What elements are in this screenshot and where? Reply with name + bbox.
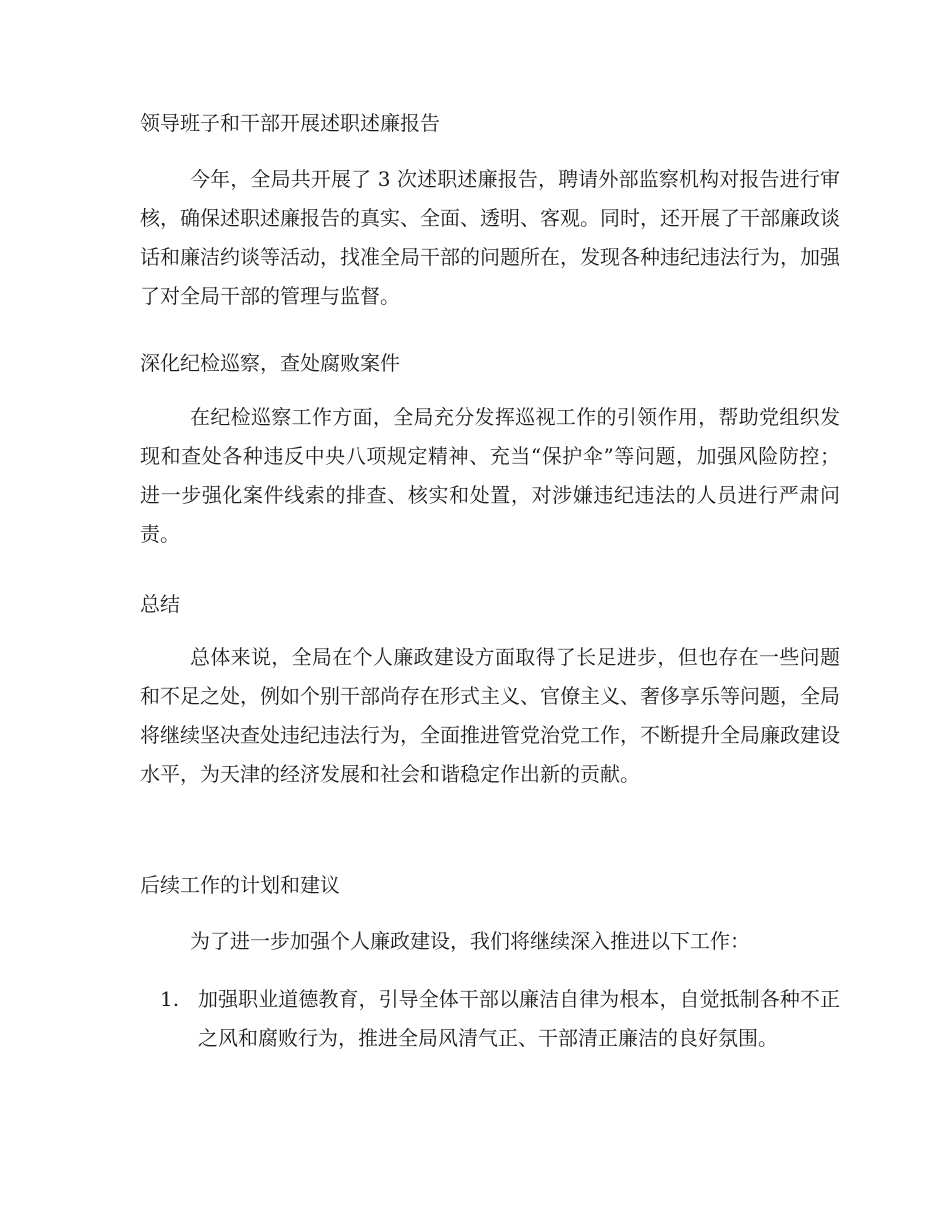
paragraph-plan-intro: 为了进一步加强个人廉政建设，我们将继续深入推进以下工作： xyxy=(190,929,750,953)
list-item xyxy=(160,980,840,1058)
section-heading-report: 领导班子和干部开展述职述廉报告 xyxy=(140,111,440,135)
paragraph-summary: 总体来说，全局在个人廉政建设方面取得了长足进步，但也存在一些问题和不足之处，例如个别干部尚存在形式主义、官僚主义、奢侈享乐等问题，全局将继续坚决查处违纪违法行为，全面推进管党治党工作，不断提升全局廉政建设水平，为天津的经济发展和社会和谐稳定作出新的贡献。 xyxy=(140,645,840,786)
section-heading-inspection: 深化纪检巡察，查处腐败案件 xyxy=(140,351,400,375)
list-item-number: 1. xyxy=(160,987,180,1011)
list-item-text: 加强职业道德教育，引导全体干部以廉洁自律为根本，自觉抵制各种不正之风和腐败行为，推进全局风清气正、干部清正廉洁的良好氛围。 xyxy=(198,987,840,1050)
section-heading-summary: 总结 xyxy=(140,592,180,616)
paragraph-inspection: 在纪检巡察工作方面，全局充分发挥巡视工作的引领作用，帮助党组织发现和查处各种违反中央八项规定精神、充当“保护伞”等问题，加强风险防控；进一步强化案件线索的排查、核实和处置，对涉嫌违纪违法的人员进行严肃问责。 xyxy=(140,405,840,546)
section-heading-plan: 后续工作的计划和建议 xyxy=(140,873,340,897)
paragraph-report: 今年，全局共开展了 3 次述职述廉报告，聘请外部监察机构对报告进行审核，确保述职述廉报告的真实、全面、透明、客观。同时，还开展了干部廉政谈话和廉洁约谈等活动，找准全局干部的问题所在，发现各种违纪违法行为，加强了对全局干部的管理与监督。 xyxy=(140,167,840,308)
